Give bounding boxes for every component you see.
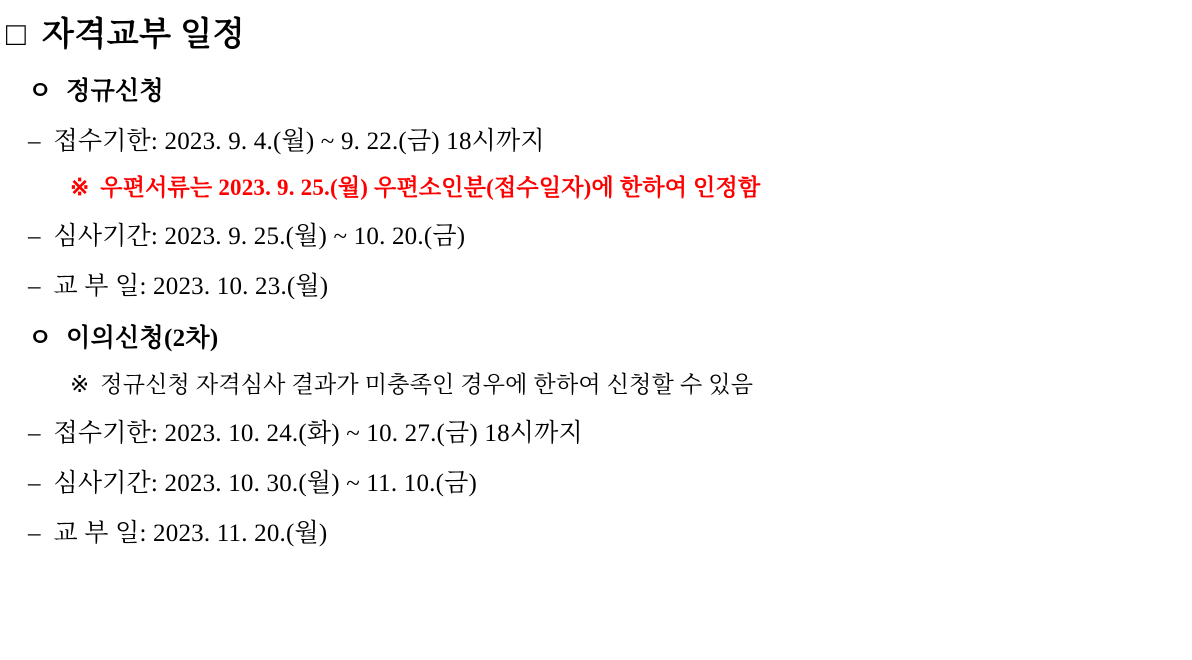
list-item-text: 심사기간: 2023. 9. 25.(월) ~ 10. 20.(금) <box>53 223 466 250</box>
list-item <box>28 463 1192 499</box>
list-item <box>28 216 1192 252</box>
list-item <box>28 513 1192 549</box>
section-heading-regular-application <box>28 71 1192 107</box>
list-item-text: 교 부 일: 2023. 11. 20.(월) <box>53 520 328 547</box>
circle-bullet-icon: ㅇ <box>28 325 53 352</box>
list-item <box>28 413 1192 449</box>
list-item-text: 접수기한: 2023. 9. 4.(월) ~ 9. 22.(금) 18시까지 <box>53 128 545 155</box>
section-heading-text: 정규신청 <box>66 78 164 105</box>
circle-bullet-icon: ㅇ <box>28 78 53 105</box>
page-title-text: 자격교부 일정 <box>41 17 245 53</box>
list-item-text: 교 부 일: 2023. 10. 23.(월) <box>53 273 329 300</box>
list-item <box>28 121 1192 157</box>
note-item-text: 우편서류는 2023. 9. 25.(월) 우편소인분(접수일자)에 한하여 인정함 <box>100 175 761 200</box>
section-heading-text: 이의신청(2차) <box>66 325 219 352</box>
section-heading-appeal-application <box>28 318 1192 354</box>
note-item-text: 정규신청 자격심사 결과가 미충족인 경우에 한하여 신청할 수 있음 <box>100 372 754 397</box>
dash-bullet-icon: – <box>28 420 41 447</box>
list-item-text: 접수기한: 2023. 10. 24.(화) ~ 10. 27.(금) 18시까지 <box>53 420 583 447</box>
document-page <box>0 8 1192 660</box>
dash-bullet-icon: – <box>28 128 41 155</box>
list-item <box>28 266 1192 302</box>
reference-mark-icon: ※ <box>70 175 90 200</box>
reference-mark-icon: ※ <box>70 372 90 397</box>
dash-bullet-icon: – <box>28 223 41 250</box>
note-item-postal-red <box>70 169 1192 202</box>
square-bullet-icon: □ <box>6 17 26 53</box>
list-item-text: 심사기간: 2023. 10. 30.(월) ~ 11. 10.(금) <box>53 470 477 497</box>
page-title <box>6 8 1192 55</box>
dash-bullet-icon: – <box>28 470 41 497</box>
dash-bullet-icon: – <box>28 520 41 547</box>
dash-bullet-icon: – <box>28 273 41 300</box>
note-item-eligibility <box>70 366 1192 399</box>
